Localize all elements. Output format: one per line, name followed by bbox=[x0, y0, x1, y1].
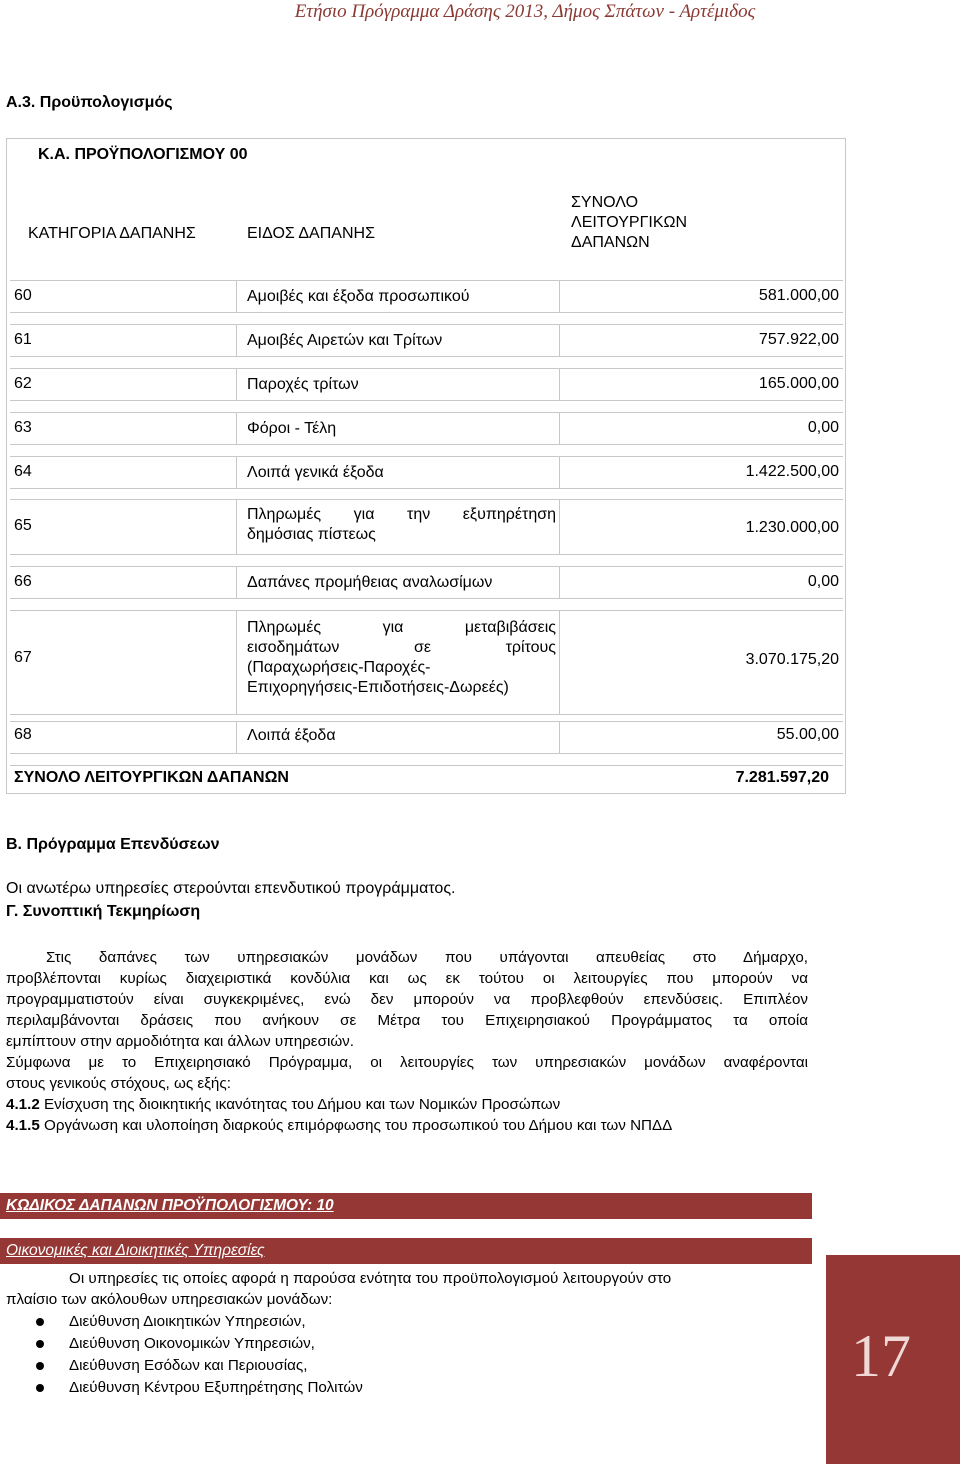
row-amount: 1.422.500,00 bbox=[745, 463, 839, 480]
section-b-title: Β. Πρόγραμμα Επενδύσεων bbox=[6, 836, 220, 853]
list-item-text: Διεύθυνση Οικονομικών Υπηρεσιών, bbox=[69, 1335, 315, 1352]
services-banner: Οικονομικές και Διοικητικές Υπηρεσίες bbox=[0, 1238, 812, 1264]
total-amount: 7.281.597,20 bbox=[735, 769, 829, 786]
column-divider bbox=[559, 500, 560, 554]
paragraph-line: εμπίπτουν στην αρμοδιότητα και άλλων υπηρεσιών. bbox=[6, 1033, 354, 1050]
row-description: Δαπάνες προμήθειας αναλωσίμων bbox=[247, 574, 493, 591]
row-amount: 1.230.000,00 bbox=[745, 519, 839, 536]
table-row bbox=[10, 721, 843, 754]
list-item bbox=[36, 1377, 363, 1399]
goal-item bbox=[6, 1115, 808, 1136]
section-g-paragraph bbox=[6, 947, 808, 1136]
page-number: 17 bbox=[851, 1323, 911, 1389]
table-row bbox=[10, 412, 843, 445]
row-description: Λοιπά γενικά έξοδα bbox=[247, 464, 384, 481]
row-code: 60 bbox=[14, 287, 32, 304]
section-a-title: Α.3. Προϋπολογισμός bbox=[6, 94, 173, 111]
column-header-total bbox=[571, 193, 687, 253]
row-code: 66 bbox=[14, 573, 32, 590]
goal-text: Οργάνωση και υλοποίηση διαρκούς επιμόρφωσης του προσωπικού του Δήμου και των ΝΠΔΔ bbox=[39, 1117, 673, 1134]
column-divider bbox=[559, 457, 560, 488]
paragraph-line: Στις δαπάνες των υπηρεσιακών μονάδων που υπάγονται απευθείας στο Δήμαρχο, bbox=[46, 949, 808, 966]
section-g-title: Γ. Συνοπτική Τεκμηρίωση bbox=[6, 903, 201, 920]
row-code: 65 bbox=[14, 517, 32, 534]
paragraph-line: Σύμφωνα με το Επιχειρησιακό Πρόγραμμα, οι λειτουργίες των υπηρεσιακών μονάδων αναφέρονται bbox=[6, 1054, 808, 1071]
row-amount: 0,00 bbox=[807, 573, 839, 590]
column-divider bbox=[236, 722, 237, 753]
budget-code-banner: ΚΩΔΙΚΟΣ ΔΑΠΑΝΩΝ ΠΡΟΫΠΟΛΟΓΙΣΜΟΥ: 10 bbox=[0, 1193, 812, 1219]
column-divider bbox=[559, 722, 560, 753]
column-header-category: ΚΑΤΗΓΟΡΙΑ ΔΑΠΑΝΗΣ bbox=[28, 225, 196, 242]
paragraph-line: περιλαμβάνονται δράσεις που ανήκουν σε Μέτρα του Επιχειρησιακού Προγράμματος τα οποία bbox=[6, 1012, 808, 1029]
goal-number: 4.1.2 bbox=[6, 1096, 40, 1113]
paragraph-line: Οι υπηρεσίες τις οποίες αφορά η παρούσα ενότητα του προϋπολογισμού λειτουργούν στο bbox=[69, 1270, 672, 1287]
column-divider bbox=[236, 567, 237, 598]
goal-item bbox=[6, 1094, 808, 1115]
table-total-row bbox=[10, 765, 843, 791]
bullet-icon bbox=[36, 1340, 44, 1348]
bullet-icon bbox=[36, 1318, 44, 1326]
row-description-line: Πληρωμές για την εξυπηρέτηση bbox=[247, 506, 556, 523]
column-header-total-line: ΔΑΠΑΝΩΝ bbox=[571, 234, 650, 251]
column-header-total-line: ΛΕΙΤΟΥΡΓΙΚΩΝ bbox=[571, 214, 688, 231]
goal-text: Ενίσχυση της διοικητικής ικανότητας του Δήμου και των Νομικών Προσώπων bbox=[39, 1096, 561, 1113]
bullet-icon bbox=[36, 1384, 44, 1392]
column-divider bbox=[236, 611, 237, 714]
column-divider bbox=[559, 611, 560, 714]
list-item-text: Διεύθυνση Εσόδων και Περιουσίας, bbox=[69, 1357, 308, 1374]
table-row bbox=[10, 280, 843, 313]
table-row bbox=[10, 324, 843, 357]
row-description-line: εισοδημάτων σε τρίτους bbox=[247, 639, 556, 656]
paragraph-line: προβλέπονται κυρίως διαχειριστικά κονδύλια και ως εκ τούτου οι λειτουργίες που μπορούν να bbox=[6, 970, 808, 987]
list-item-text: Διεύθυνση Κέντρου Εξυπηρέτησης Πολιτών bbox=[69, 1379, 363, 1396]
table-row bbox=[10, 566, 843, 599]
column-divider bbox=[236, 457, 237, 488]
row-description: Παροχές τρίτων bbox=[247, 376, 359, 393]
document-header-title: Ετήσιο Πρόγραμμα Δράσης 2013, Δήμος Σπάτων - Αρτέμιδος bbox=[294, 1, 756, 22]
row-description-line: δημόσιας πίστεως bbox=[247, 526, 376, 543]
row-code: 61 bbox=[14, 331, 32, 348]
column-divider bbox=[236, 500, 237, 554]
row-code: 64 bbox=[14, 463, 32, 480]
list-item bbox=[36, 1333, 363, 1355]
row-amount: 55.00,00 bbox=[776, 726, 839, 743]
column-divider bbox=[559, 325, 560, 356]
total-label: ΣΥΝΟΛΟ ΛΕΙΤΟΥΡΓΙΚΩΝ ΔΑΠΑΝΩΝ bbox=[14, 769, 289, 786]
list-item-text: Διεύθυνση Διοικητικών Υπηρεσιών, bbox=[69, 1313, 306, 1330]
row-description: Αμοιβές Αιρετών και Τρίτων bbox=[247, 332, 443, 349]
goal-number: 4.1.5 bbox=[6, 1117, 40, 1134]
table-row bbox=[10, 456, 843, 489]
column-header-type: ΕΙΔΟΣ ΔΑΠΑΝΗΣ bbox=[247, 225, 375, 242]
row-description bbox=[247, 618, 556, 698]
row-amount: 757.922,00 bbox=[758, 331, 839, 348]
budget-table-title: Κ.Α. ΠΡΟΫΠΟΛΟΓΙΣΜΟΥ 00 bbox=[38, 146, 248, 163]
column-divider bbox=[236, 325, 237, 356]
column-header-total-line: ΣΥΝΟΛΟ bbox=[571, 194, 639, 211]
paragraph-line: στους γενικούς στόχους, ως εξής: bbox=[6, 1075, 231, 1092]
column-divider bbox=[236, 369, 237, 400]
table-row bbox=[10, 368, 843, 401]
paragraph-line: πλαίσιο των ακόλουθων υπηρεσιακών μονάδων: bbox=[6, 1291, 333, 1308]
list-item bbox=[36, 1311, 363, 1333]
row-description: Αμοιβές και έξοδα προσωπικού bbox=[247, 288, 470, 305]
bullet-icon bbox=[36, 1362, 44, 1370]
row-code: 63 bbox=[14, 419, 32, 436]
column-divider bbox=[559, 369, 560, 400]
row-code: 62 bbox=[14, 375, 32, 392]
row-description-line: Επιχορηγήσεις-Επιδοτήσεις-Δωρεές) bbox=[247, 679, 509, 696]
table-row bbox=[10, 499, 843, 555]
column-divider bbox=[236, 281, 237, 312]
row-code: 68 bbox=[14, 726, 32, 743]
row-description: Λοιπά έξοδα bbox=[247, 727, 336, 744]
column-divider bbox=[559, 413, 560, 444]
row-amount: 3.070.175,20 bbox=[745, 651, 839, 668]
column-divider bbox=[236, 413, 237, 444]
column-divider bbox=[559, 281, 560, 312]
row-code: 67 bbox=[14, 649, 32, 666]
services-list bbox=[36, 1311, 363, 1399]
list-item bbox=[36, 1355, 363, 1377]
row-amount: 581.000,00 bbox=[758, 287, 839, 304]
row-amount: 165.000,00 bbox=[758, 375, 839, 392]
row-description-line: Πληρωμές για μεταβιβάσεις bbox=[247, 619, 556, 636]
section-b-text: Οι ανωτέρω υπηρεσίες στερούνται επενδυτικού προγράμματος. bbox=[6, 880, 456, 897]
services-intro bbox=[6, 1268, 816, 1310]
row-amount: 0,00 bbox=[807, 419, 839, 436]
row-description bbox=[247, 505, 556, 545]
column-divider bbox=[559, 567, 560, 598]
table-row bbox=[10, 610, 843, 715]
paragraph-line: προγραμματιστούν είναι συγκεκριμένες, ενώ δεν μπορούν να προβλεφθούν επενδύσεις. Επιπλέον bbox=[6, 991, 808, 1008]
row-description-line: (Παραχωρήσεις-Παροχές- bbox=[247, 659, 431, 676]
row-description: Φόροι - Τέλη bbox=[247, 420, 337, 437]
